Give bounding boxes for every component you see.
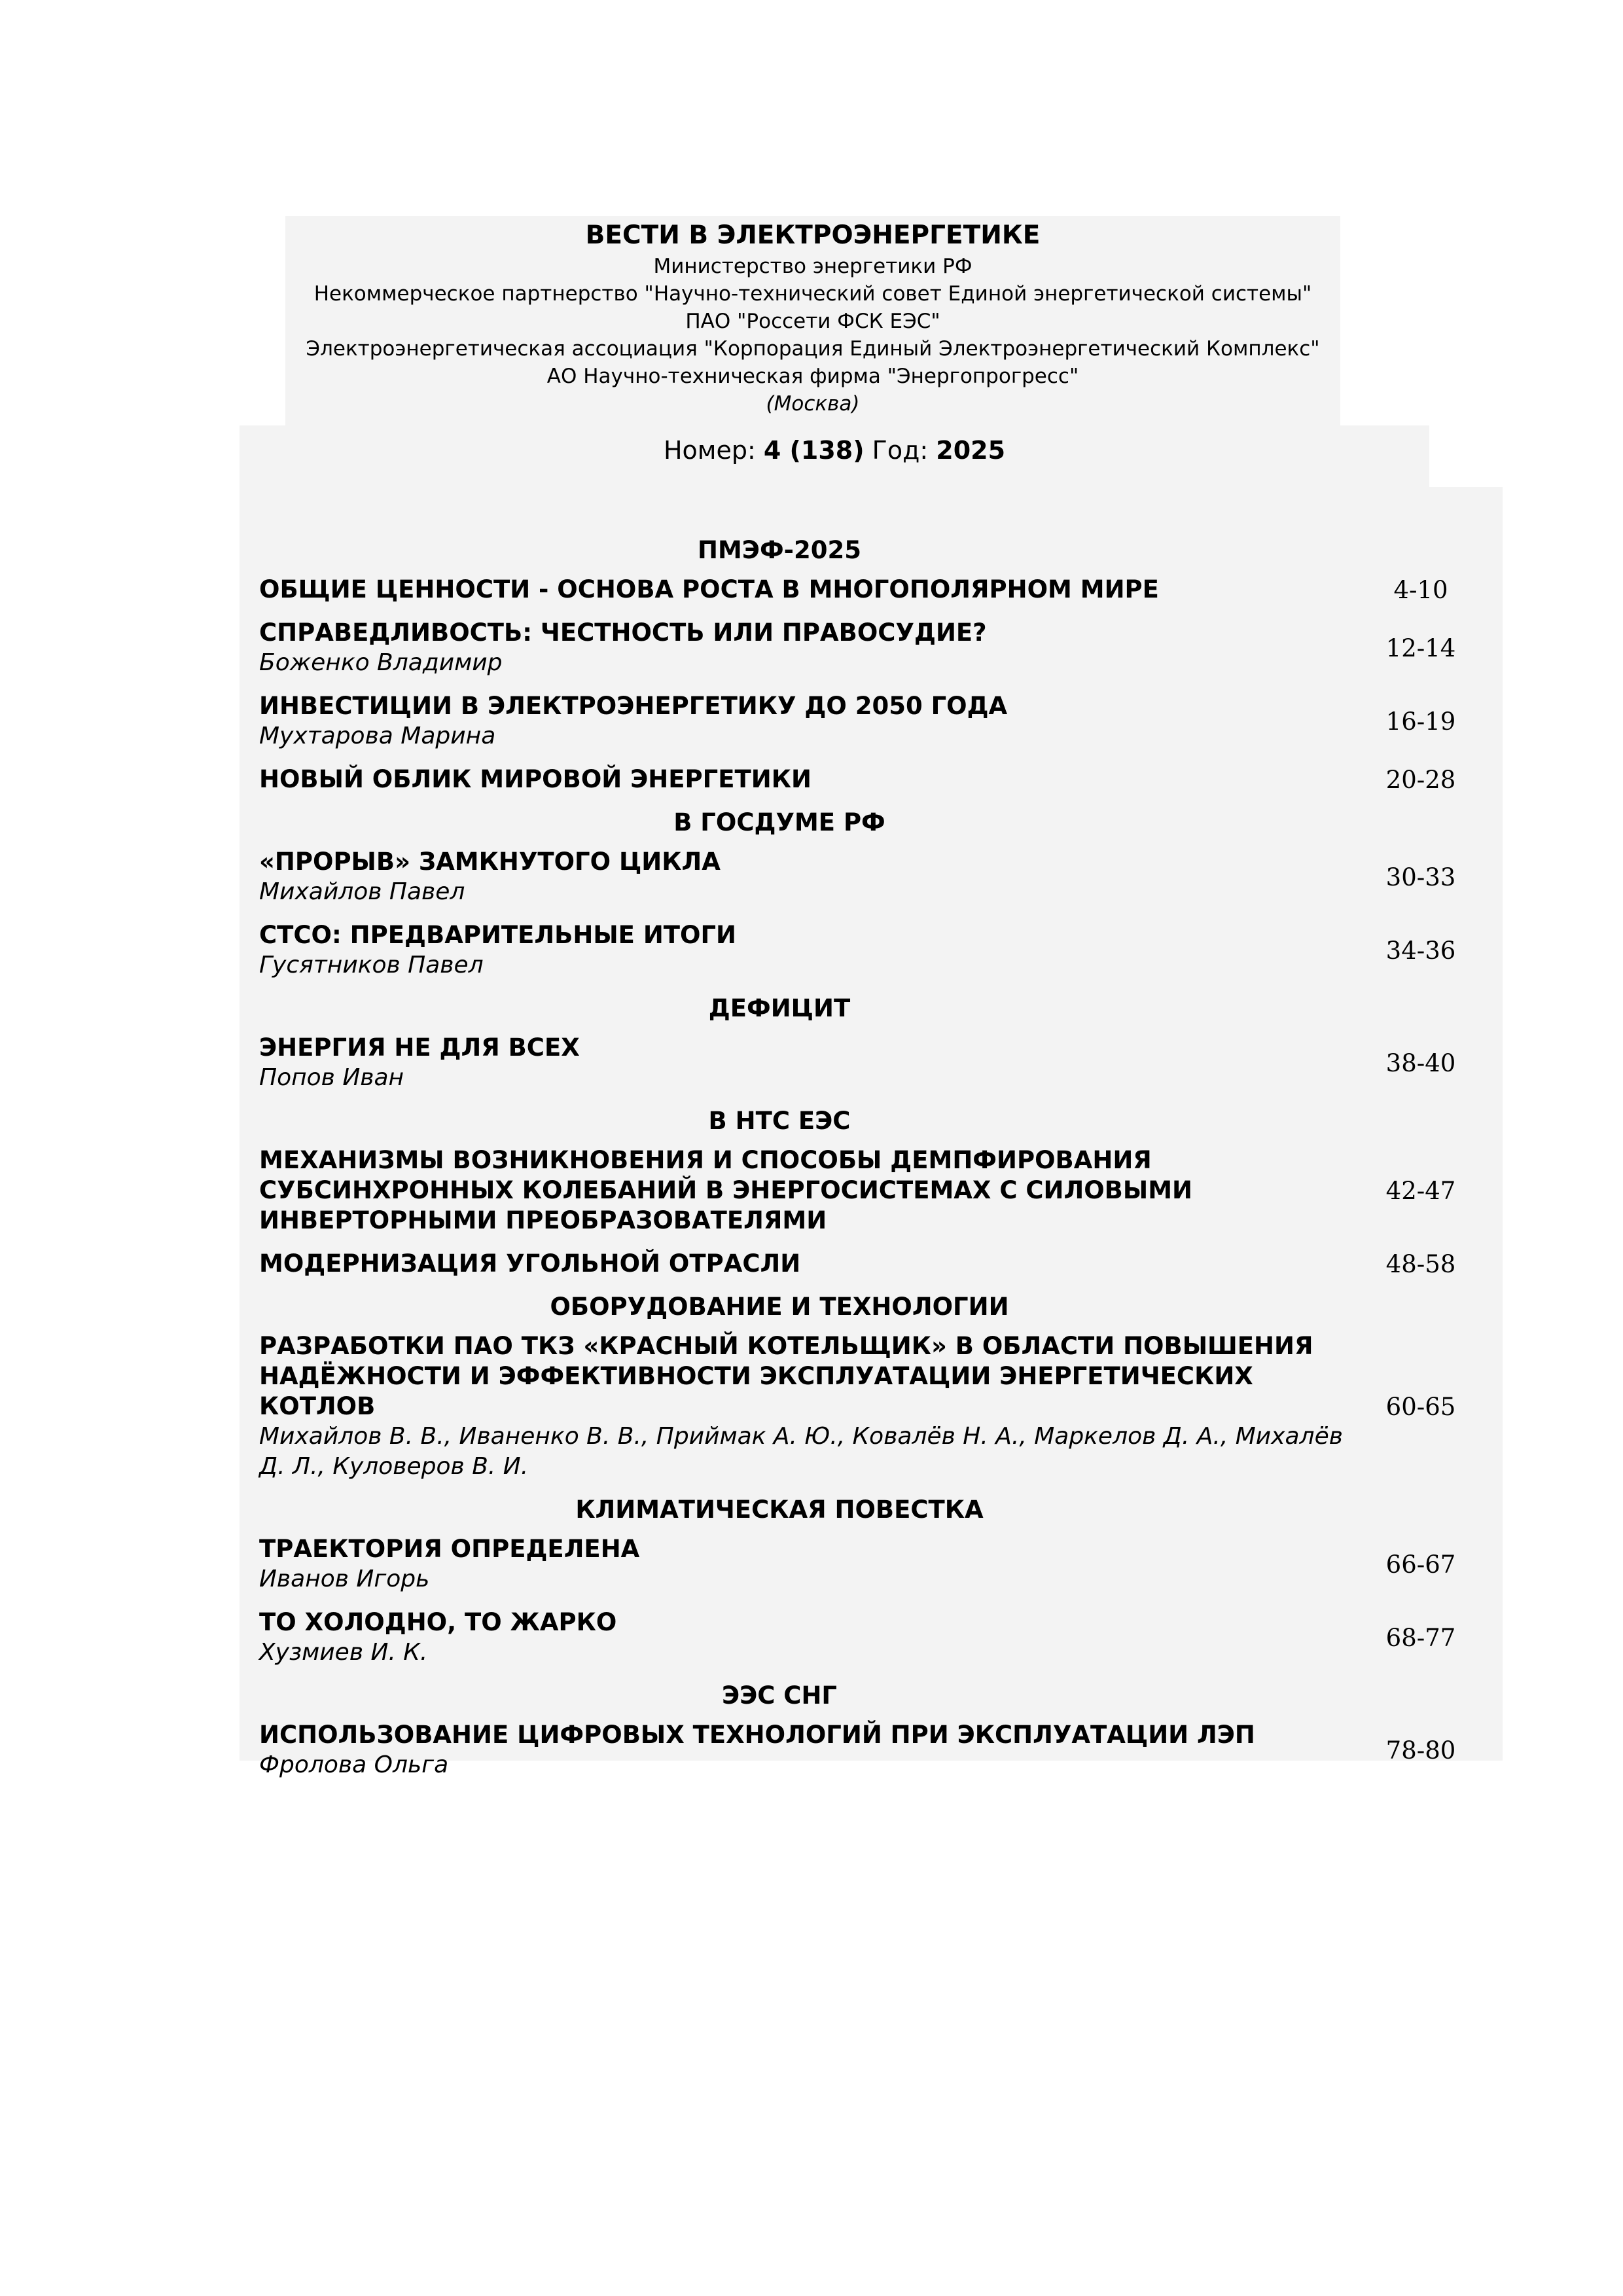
publisher-line: Электроэнергетическая ассоциация "Корпорация Единый Электроэнергетический Комплекс" [306, 337, 1320, 361]
toc-entry-text [259, 1145, 1359, 1236]
publisher-line: Некоммерческое партнерство "Научно-технический совет Единой энергетической системы" [313, 282, 1312, 306]
publisher-line: ПАО "Россети ФСК ЕЭС" [685, 310, 940, 333]
toc-entry-text [259, 575, 1359, 605]
publication-city: (Москва) [766, 392, 860, 416]
toc-entry[interactable] [259, 764, 1483, 795]
article-title[interactable]: РАЗРАБОТКИ ПАО ТКЗ «КРАСНЫЙ КОТЕЛЬЩИК» В ОБЛАСТИ ПОВЫШЕНИЯ НАДЁЖНОСТИ И ЭФФЕКТИВНОСТИ ЭКСПЛУАТАЦИИ ЭНЕРГЕТИЧЕСКИХ КОТЛОВ [259, 1332, 1313, 1420]
toc-section-heading: В ГОСДУМЕ РФ [673, 808, 885, 836]
toc-entry[interactable] [259, 618, 1483, 678]
toc-section-heading: ДЕФИЦИТ [708, 994, 851, 1022]
article-author: Попов Иван [259, 1064, 404, 1091]
article-title[interactable]: МОДЕРНИЗАЦИЯ УГОЛЬНОЙ ОТРАСЛИ [259, 1249, 801, 1278]
table-of-contents [259, 535, 1483, 1780]
toc-entry-text [259, 618, 1359, 678]
toc-entry-text [259, 920, 1359, 980]
article-title[interactable]: «ПРОРЫВ» ЗАМКНУТОГО ЦИКЛА [259, 848, 721, 876]
article-title[interactable]: ОБЩИЕ ЦЕННОСТИ - ОСНОВА РОСТА В МНОГОПОЛЯРНОМ МИРЕ [259, 575, 1159, 603]
article-author: Иванов Игорь [259, 1566, 430, 1592]
toc-section-heading: В НТС ЕЭС [708, 1107, 851, 1135]
article-pages: 60-65 [1385, 1392, 1456, 1421]
article-author: Боженко Владимир [259, 649, 503, 676]
article-pages: 4-10 [1393, 575, 1448, 604]
article-pages: 16-19 [1385, 707, 1456, 736]
toc-entry-text [259, 1607, 1359, 1668]
article-pages: 30-33 [1385, 863, 1456, 891]
issue-info [240, 432, 1429, 469]
journal-title: ВЕСТИ В ЭЛЕКТРОЭНЕРГЕТИКЕ [585, 221, 1041, 250]
toc-entry[interactable] [259, 1720, 1483, 1780]
article-author: Фролова Ольга [259, 1751, 449, 1778]
toc-entry[interactable] [259, 1249, 1483, 1279]
toc-entry-text [259, 764, 1359, 795]
article-author: Михайлов В. В., Иваненко В. В., Приймак А. Ю., Ковалёв Н. А., Маркелов Д. А., Михалёв Д. Л., Куловеров В. И. [259, 1423, 1343, 1480]
article-title[interactable]: МЕХАНИЗМЫ ВОЗНИКНОВЕНИЯ И СПОСОБЫ ДЕМПФИРОВАНИЯ СУБСИНХРОННЫХ КОЛЕБАНИЙ В ЭНЕРГОСИСТЕМАХ С СИЛОВЫМИ ИНВЕРТОРНЫМИ ПРЕОБРАЗОВАТЕЛЯМИ [259, 1146, 1192, 1234]
article-author: Гусятников Павел [259, 952, 484, 978]
article-title[interactable]: ИНВЕСТИЦИИ В ЭЛЕКТРОЭНЕРГЕТИКУ ДО 2050 ГОДА [259, 692, 1008, 720]
article-title[interactable]: НОВЫЙ ОБЛИК МИРОВОЙ ЭНЕРГЕТИКИ [259, 765, 812, 793]
publisher-line: АО Научно-техническая фирма "Энергопрогресс" [546, 365, 1079, 388]
article-title[interactable]: СПРАВЕДЛИВОСТЬ: ЧЕСТНОСТЬ ИЛИ ПРАВОСУДИЕ? [259, 619, 987, 647]
article-title[interactable]: ЭНЕРГИЯ НЕ ДЛЯ ВСЕХ [259, 1033, 580, 1062]
article-author: Хузмиев И. К. [259, 1639, 428, 1666]
toc-section-heading: ОБОРУДОВАНИЕ И ТЕХНОЛОГИИ [550, 1293, 1009, 1321]
journal-header [285, 219, 1340, 418]
issue-year: 2025 [936, 436, 1006, 465]
article-pages: 48-58 [1385, 1249, 1456, 1278]
toc-entry[interactable] [259, 575, 1483, 605]
toc-entry[interactable] [259, 1033, 1483, 1093]
issue-number-label: Номер: [663, 436, 756, 465]
toc-entry[interactable] [259, 1607, 1483, 1668]
toc-entry[interactable] [259, 920, 1483, 980]
toc-section-heading: КЛИМАТИЧЕСКАЯ ПОВЕСТКА [575, 1496, 984, 1524]
article-title[interactable]: ТРАЕКТОРИЯ ОПРЕДЕЛЕНА [259, 1535, 640, 1563]
toc-entry[interactable] [259, 1331, 1483, 1482]
toc-entry-text [259, 1534, 1359, 1594]
article-pages: 20-28 [1385, 765, 1456, 794]
issue-year-label: Год: [872, 436, 929, 465]
article-pages: 38-40 [1385, 1049, 1456, 1077]
article-pages: 34-36 [1385, 936, 1456, 965]
toc-entry-text [259, 847, 1359, 907]
publisher-line: Министерство энергетики РФ [653, 255, 972, 278]
issue-number: 4 (138) [763, 436, 865, 465]
toc-entry[interactable] [259, 1145, 1483, 1236]
toc-section-heading: ЭЭС СНГ [721, 1681, 838, 1710]
article-pages: 66-67 [1385, 1550, 1456, 1579]
toc-entry-text [259, 1249, 1359, 1279]
article-pages: 68-77 [1385, 1623, 1456, 1652]
article-pages: 12-14 [1385, 634, 1456, 662]
toc-entry-text [259, 691, 1359, 751]
article-author: Михайлов Павел [259, 878, 465, 905]
article-title[interactable]: ИСПОЛЬЗОВАНИЕ ЦИФРОВЫХ ТЕХНОЛОГИЙ ПРИ ЭКСПЛУАТАЦИИ ЛЭП [259, 1721, 1255, 1749]
toc-section-heading: ПМЭФ-2025 [698, 536, 861, 564]
toc-entry[interactable] [259, 1534, 1483, 1594]
article-author: Мухтарова Марина [259, 723, 496, 749]
toc-entry-text [259, 1720, 1359, 1780]
toc-entry-text [259, 1331, 1359, 1482]
article-pages: 42-47 [1385, 1176, 1456, 1205]
article-pages: 78-80 [1385, 1736, 1456, 1765]
article-title[interactable]: СТСО: ПРЕДВАРИТЕЛЬНЫЕ ИТОГИ [259, 921, 737, 949]
toc-entry[interactable] [259, 691, 1483, 751]
toc-entry-text [259, 1033, 1359, 1093]
article-title[interactable]: ТО ХОЛОДНО, ТО ЖАРКО [259, 1608, 617, 1636]
toc-entry[interactable] [259, 847, 1483, 907]
